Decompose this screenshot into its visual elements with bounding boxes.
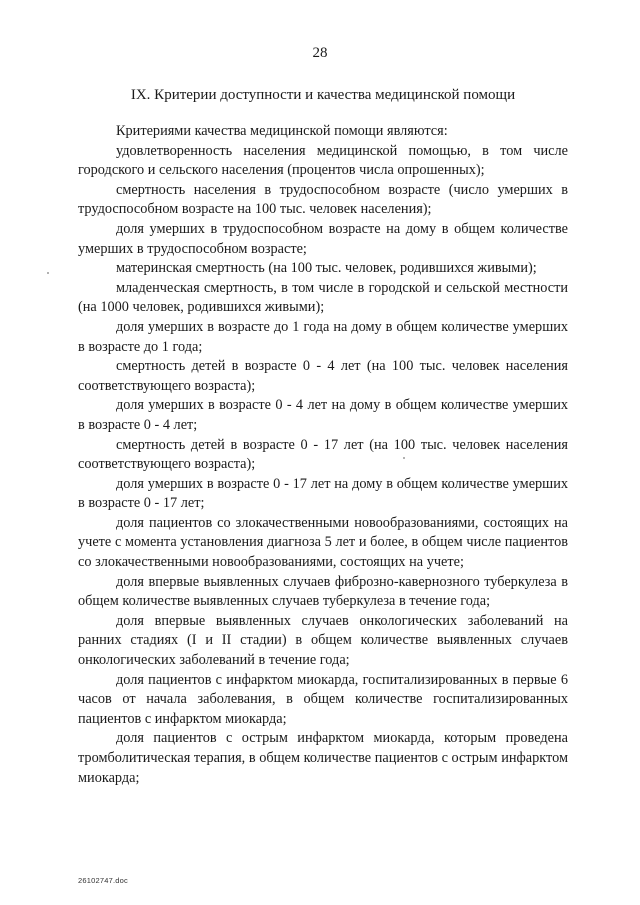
paragraph-criterion: смертность населения в трудоспособном возрасте (число умерших в трудоспособном возрасте на 100 тыс. человек населения); bbox=[78, 181, 568, 218]
paragraph-criterion: доля умерших в возрасте 0 - 17 лет на дому в общем количестве умерших в возрасте 0 - 17 лет; bbox=[78, 475, 568, 512]
paragraph-criterion: доля умерших в возрасте до 1 года на дому в общем количестве умерших в возрасте до 1 года; bbox=[78, 318, 568, 355]
paragraph-criterion: доля пациентов с инфарктом миокарда, госпитализированных в первые 6 часов от начала заболевания, в общем количестве госпитализированных пациентов с инфарктом миокарда; bbox=[78, 671, 568, 727]
paragraph-criterion: смертность детей в возрасте 0 - 4 лет (на 100 тыс. человек населения соответствующего возраста); bbox=[78, 358, 568, 394]
paragraph-criterion: материнская смертность (на 100 тыс. человек, родившихся живыми); bbox=[116, 260, 537, 277]
paragraph-criterion: младенческая смертность, в том числе в городской и сельской местности (на 1000 человек, родившихся живыми); bbox=[78, 279, 568, 316]
page-number: 28 bbox=[312, 45, 328, 61]
paragraph-criterion: доля впервые выявленных случаев фиброзно-кавернозного туберкулеза в общем количестве выявленных случаев туберкулеза в течение года; bbox=[78, 573, 568, 610]
paragraph-criterion: смертность детей в возрасте 0 - 17 лет (на 100 тыс. человек населения соответствующего возраста); bbox=[78, 436, 568, 473]
paragraph-intro: Критериями качества медицинской помощи являются: bbox=[116, 123, 448, 139]
paragraph-criterion: доля впервые выявленных случаев онкологических заболеваний на ранних стадиях (I и II стадии) в общем количестве выявленных случаев онкологических заболеваний в течение года; bbox=[78, 612, 568, 669]
section-title: IX. Критерии доступности и качества медицинской помощи bbox=[130, 87, 516, 103]
scan-speck bbox=[403, 457, 405, 459]
paragraph-criterion: доля умерших в возрасте 0 - 4 лет на дому в общем количестве умерших в возрасте 0 - 4 лет; bbox=[78, 397, 568, 433]
footer-filename: 26102747.doc bbox=[78, 876, 128, 885]
paragraph-criterion: доля пациентов с острым инфарктом миокарда, которым проведена тромболитическая терапия, в общем количестве пациентов с острым инфарктом миокарда; bbox=[78, 730, 568, 786]
paragraph-criterion: удовлетворенность населения медицинской помощью, в том числе городского и сельского населения (процентов числа опрошенных); bbox=[78, 142, 568, 179]
body-text bbox=[78, 122, 568, 788]
paragraph-criterion: доля пациентов со злокачественными новообразованиями, состоящих на учете с момента установления диагноза 5 лет и более, в общем числе пациентов со злокачественными новообразованиями, состоящих на учете; bbox=[78, 514, 568, 571]
paragraph-criterion: доля умерших в трудоспособном возрасте на дому в общем количестве умерших в трудоспособном возрасте; bbox=[78, 220, 568, 257]
scan-speck bbox=[47, 272, 49, 274]
